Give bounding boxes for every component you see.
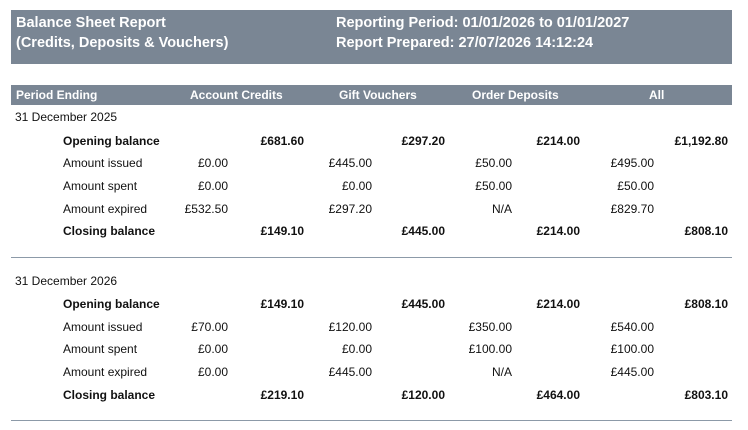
- cell-expired-all: £829.70: [610, 202, 654, 216]
- column-header-all: All: [649, 88, 665, 102]
- column-header-gift-vouchers: Gift Vouchers: [339, 88, 417, 102]
- cell-issued-all: £495.00: [610, 156, 654, 170]
- cell-opening-credits: £681.60: [260, 134, 304, 148]
- cell-opening-deposits: £214.00: [536, 134, 580, 148]
- cell-expired-all: £445.00: [610, 365, 654, 379]
- cell-closing-vouchers: £120.00: [401, 388, 445, 402]
- cell-spent-credits: £0.00: [197, 179, 228, 193]
- column-header-period: Period Ending: [16, 88, 98, 102]
- cell-issued-credits: £70.00: [191, 320, 228, 334]
- cell-opening-all: £808.10: [684, 297, 728, 311]
- cell-closing-vouchers: £445.00: [401, 224, 445, 238]
- cell-opening-deposits: £214.00: [536, 297, 580, 311]
- column-header-order-deposits: Order Deposits: [472, 88, 559, 102]
- row-label-opening-balance: Opening balance: [63, 134, 160, 148]
- cell-spent-deposits: £100.00: [468, 342, 512, 356]
- cell-spent-credits: £0.00: [197, 342, 228, 356]
- report-prepared-date: Report Prepared: 27/07/2026 14:12:24: [336, 35, 594, 51]
- cell-closing-deposits: £214.00: [536, 224, 580, 238]
- section-divider: [11, 257, 732, 258]
- cell-expired-deposits: N/A: [491, 365, 512, 379]
- cell-expired-credits: £0.00: [197, 365, 228, 379]
- column-header-bar: [11, 85, 732, 105]
- cell-issued-all: £540.00: [610, 320, 654, 334]
- row-label-closing-balance: Closing balance: [63, 224, 156, 238]
- cell-issued-deposits: £50.00: [475, 156, 512, 170]
- cell-issued-deposits: £350.00: [468, 320, 512, 334]
- cell-closing-all: £803.10: [684, 388, 728, 402]
- cell-spent-deposits: £50.00: [475, 179, 512, 193]
- cell-issued-credits: £0.00: [197, 156, 228, 170]
- reporting-period: Reporting Period: 01/01/2026 to 01/01/2027: [336, 15, 630, 31]
- row-label-opening-balance: Opening balance: [63, 297, 160, 311]
- row-label-amount-spent: Amount spent: [63, 342, 138, 356]
- section-divider: [11, 420, 732, 421]
- row-label-amount-issued: Amount issued: [63, 320, 143, 334]
- cell-expired-deposits: N/A: [491, 202, 512, 216]
- period-date: 31 December 2025: [15, 110, 118, 124]
- row-label-amount-spent: Amount spent: [63, 179, 138, 193]
- cell-opening-all: £1,192.80: [674, 134, 728, 148]
- cell-opening-vouchers: £445.00: [401, 297, 445, 311]
- cell-opening-vouchers: £297.20: [401, 134, 445, 148]
- cell-opening-credits: £149.10: [260, 297, 304, 311]
- report-header-banner: [11, 10, 732, 64]
- cell-closing-all: £808.10: [684, 224, 728, 238]
- cell-spent-vouchers: £0.00: [341, 342, 372, 356]
- cell-closing-credits: £149.10: [260, 224, 304, 238]
- cell-expired-credits: £532.50: [184, 202, 228, 216]
- report-subtitle: (Credits, Deposits & Vouchers): [16, 35, 229, 51]
- cell-expired-vouchers: £297.20: [328, 202, 372, 216]
- row-label-closing-balance: Closing balance: [63, 388, 156, 402]
- report-title: Balance Sheet Report: [16, 15, 166, 31]
- cell-spent-vouchers: £0.00: [341, 179, 372, 193]
- row-label-amount-issued: Amount issued: [63, 156, 143, 170]
- cell-spent-all: £50.00: [617, 179, 654, 193]
- cell-closing-credits: £219.10: [260, 388, 304, 402]
- cell-closing-deposits: £464.00: [536, 388, 580, 402]
- period-date: 31 December 2026: [15, 274, 118, 288]
- cell-issued-vouchers: £120.00: [328, 320, 372, 334]
- row-label-amount-expired: Amount expired: [63, 365, 148, 379]
- cell-issued-vouchers: £445.00: [328, 156, 372, 170]
- cell-spent-all: £100.00: [610, 342, 654, 356]
- column-header-account-credits: Account Credits: [190, 88, 283, 102]
- cell-expired-vouchers: £445.00: [328, 365, 372, 379]
- row-label-amount-expired: Amount expired: [63, 202, 148, 216]
